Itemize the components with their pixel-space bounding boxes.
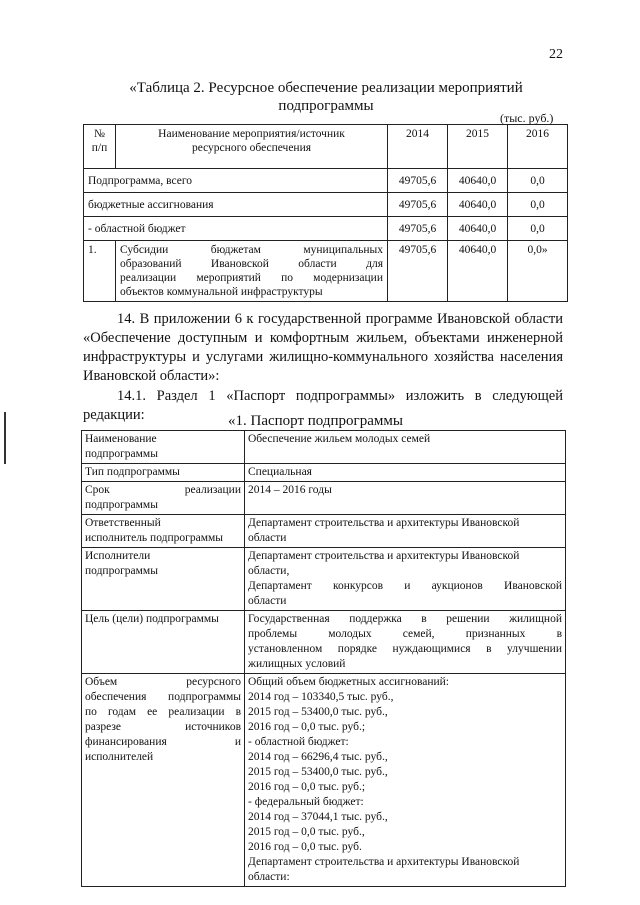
page-number: 22 [549,47,563,62]
passport-value-line: Департамент строительства и архитектуры Ивановской [248,517,520,529]
passport-label-line: Наименование [85,433,157,445]
item-name-line: образований Ивановской области для [120,258,383,270]
resource-table [83,124,568,302]
passport-title: «1. Паспорт подпрограммы [228,413,403,429]
item-name-line: объектов коммунальной инфраструктуры [120,286,323,298]
table-row [84,217,568,241]
table-row [84,241,568,302]
passport-label-line: Исполнители [85,550,151,562]
passport-value-line: 2014 – 2016 годы [248,484,332,496]
passport-label-line: исполнитель подпрограммы [85,532,223,544]
passport-label [82,431,245,464]
passport-value-line: 2015 год – 53400,0 тыс. руб., [248,766,388,778]
table-header-row [84,125,568,169]
passport-value-line: Государственная поддержка в решении жилищной [248,613,562,625]
row-2014: 49705,6 [388,193,448,217]
passport-label-line: Цель (цели) подпрограммы [85,613,219,625]
passport-value-line: Департамент строительства и архитектуры Ивановской [248,856,520,868]
passport-label-line: обеспечения подпрограммы [85,691,241,703]
passport-row [82,548,566,611]
row-2015: 40640,0 [448,193,508,217]
header-num [84,125,116,169]
passport-row [82,482,566,515]
passport-row [82,674,566,887]
passport-value [245,464,566,482]
passport-label [82,548,245,611]
item-2016: 0,0» [508,241,568,302]
passport-row [82,431,566,464]
passport-value-line: - областной бюджет: [248,736,349,748]
passport-value [245,674,566,887]
passport-value [245,482,566,515]
passport-value-line: Общий объем бюджетных ассигнований: [248,676,449,688]
passport-value-line: - федеральный бюджет: [248,796,364,808]
header-name [116,125,388,169]
row-2016: 0,0 [508,169,568,193]
passport-value-line: области [248,595,287,607]
table2-title-line: подпрограммы [278,98,374,114]
header-num-line: № [94,128,105,140]
passport-value-line: 2014 год – 66296,4 тыс. руб., [248,751,388,763]
margin-mark [4,412,6,464]
passport-label [82,515,245,548]
paragraph-14-1: 14.1. Раздел 1 «Паспорт подпрограммы» изложить в следующей редакции: [83,388,563,423]
paragraph-14: 14. В приложении 6 к государственной программе Ивановской области «Обеспечение доступным и комфортным жильем, объектами инженерной инфраструктуры и услугами жилищно-коммунального хозяйства населения Ивановской области»: [83,311,563,384]
passport-value-line: 2016 год – 0,0 тыс. руб.; [248,781,366,793]
header-2015: 2015 [448,125,508,169]
passport-row [82,464,566,482]
passport-value-line: области, [248,565,290,577]
passport-value-line: области: [248,871,290,883]
header-2016: 2016 [508,125,568,169]
passport-value [245,611,566,674]
passport-label-line: по годам ее реализации в [85,706,241,718]
passport-value [245,515,566,548]
passport-label [82,611,245,674]
row-name: Подпрограмма, всего [84,169,388,193]
passport-value-line: проблемы молодых семей, признанных в [248,628,562,640]
passport-value [245,431,566,464]
passport-value-line: 2016 год – 0,0 тыс. руб. [248,841,362,853]
passport-label-line: Ответственный [85,517,161,529]
row-2014: 49705,6 [388,217,448,241]
passport-value-line: Специальная [248,466,312,478]
row-2015: 40640,0 [448,169,508,193]
passport-label [82,464,245,482]
passport-value-line: жилищных условий [248,658,346,670]
passport-label [82,674,245,887]
passport-label-line: подпрограммы [85,565,158,577]
item-name-line: реализации мероприятий по модернизации [120,272,383,284]
item-2015: 40640,0 [448,241,508,302]
item-name-line: Субсидии бюджетам муниципальных [120,244,383,256]
passport-row [82,611,566,674]
item-name [116,241,388,302]
passport-value [245,548,566,611]
item-2014: 49705,6 [388,241,448,302]
table-row [84,169,568,193]
passport-value-line: области [248,532,287,544]
table-row [84,193,568,217]
item-num: 1. [84,241,116,302]
row-2016: 0,0 [508,193,568,217]
row-2016: 0,0 [508,217,568,241]
passport-value-line: 2014 год – 37044,1 тыс. руб., [248,811,388,823]
passport-label-line: финансирования и [85,736,241,748]
row-2015: 40640,0 [448,217,508,241]
table2-unit: (тыс. руб.) [500,111,554,125]
passport-value-line: Обеспечение жильем молодых семей [248,433,431,445]
passport-value-line: 2015 год – 53400,0 тыс. руб., [248,706,388,718]
passport-label-line: Объем ресурсного [85,676,241,688]
table2-title-line: «Таблица 2. Ресурсное обеспечение реализации мероприятий [129,80,523,96]
header-name-line: Наименование мероприятия/источник [158,128,345,140]
table2-title [120,79,532,115]
passport-label-line: разрезе источников [85,721,241,733]
row-name: бюджетные ассигнования [84,193,388,217]
passport-table [81,430,566,887]
passport-label-line: подпрограммы [85,499,158,511]
passport-label-line: исполнителей [85,751,154,763]
header-name-line: ресурсного обеспечения [191,142,312,154]
passport-label-line: Срок реализации [85,484,241,496]
passport-label-line: Тип подпрограммы [85,466,180,478]
header-2014: 2014 [388,125,448,169]
passport-value-line: установленном порядке нуждающимися в улучшении [248,643,562,655]
passport-label-line: подпрограммы [85,448,158,460]
row-name: - областной бюджет [84,217,388,241]
passport-value-line: 2015 год – 0,0 тыс. руб., [248,826,365,838]
passport-label [82,482,245,515]
passport-value-line: 2014 год – 103340,5 тыс. руб., [248,691,394,703]
passport-value-line: Департамент конкурсов и аукционов Ивановской [248,580,562,592]
header-num-line: п/п [91,142,108,154]
passport-value-line: Департамент строительства и архитектуры Ивановской [248,550,520,562]
row-2014: 49705,6 [388,169,448,193]
passport-value-line: 2016 год – 0,0 тыс. руб.; [248,721,366,733]
passport-row [82,515,566,548]
